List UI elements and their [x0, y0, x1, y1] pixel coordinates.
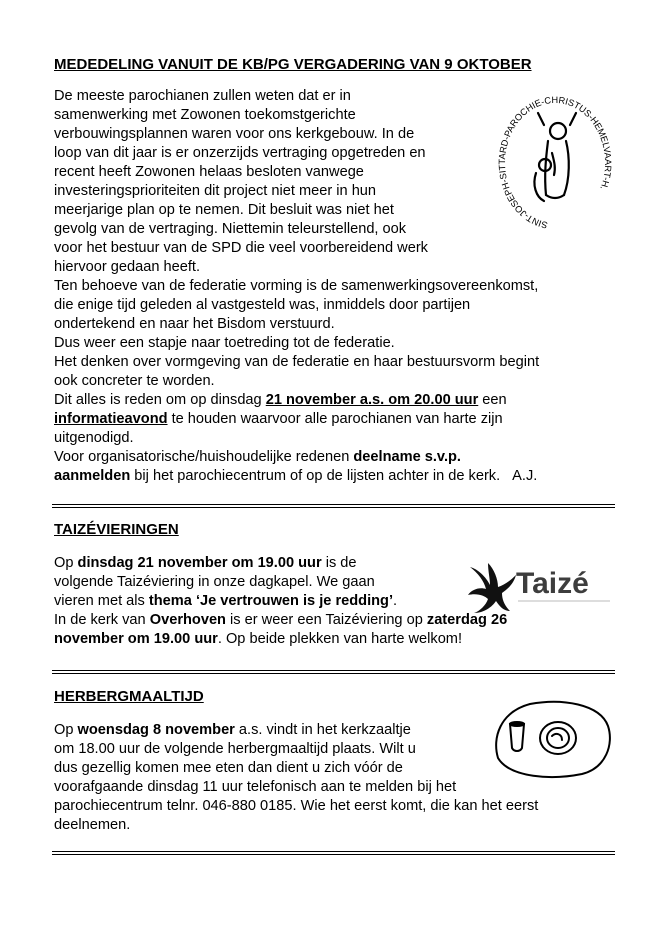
taize-dove-icon: [468, 563, 516, 613]
author-initials: A.J.: [512, 468, 538, 484]
svg-text:Taizé: Taizé: [516, 567, 589, 600]
paragraph-line: dus gezellig komen mee eten dan dient u zich vóór de: [54, 760, 403, 776]
paragraph-line: verbouwingsplannen waren voor ons kerkgebouw. In de: [54, 126, 415, 142]
meal-plate-icon: [490, 698, 614, 780]
paragraph-line: deelnemen.: [54, 817, 131, 833]
meeting-line-2: informatieavond te houden waarvoor alle parochianen van harte zijn: [54, 411, 503, 427]
paragraph-line: samenwerking met Zowonen toekomstgerichte: [54, 107, 356, 123]
paragraph-line: gevolg van de vertraging. Niettemin teleurstellend, ook: [54, 221, 407, 237]
register-line-1: Voor organisatorische/huishoudelijke redenen deelname s.v.p.: [54, 449, 461, 465]
paragraph-line: voor het bestuur van de SPD die veel voorbereidend werk: [54, 240, 428, 256]
section-body-herberg: [54, 721, 538, 835]
register-line-2: aanmelden bij het parochiecentrum of op de lijsten achter in de kerk. A.J.: [54, 468, 538, 484]
paragraph-line: ondertekend en naar het Bisdom verstuurd.: [54, 316, 335, 332]
paragraph-line: meerjarige plan op te nemen. Dit besluit was niet het: [54, 202, 394, 218]
paragraph-line: Ten behoeve van de federatie vorming is de samenwerkingsovereenkomst,: [54, 278, 539, 294]
section-divider: [52, 504, 615, 508]
section-divider: [52, 851, 615, 855]
taize-line-4: In de kerk van Overhoven is er weer een Taizéviering op zaterdag 26: [54, 612, 508, 628]
paragraph-line: loop van dit jaar is er onzerzijds vertraging opgetreden en: [54, 145, 426, 161]
herberg-line-1: Op woensdag 8 november a.s. vindt in het kerkzaaltje: [54, 722, 411, 738]
taize-line-1: Op dinsdag 21 november om 19.00 uur is de: [54, 555, 357, 571]
parish-seal-logo: [496, 95, 614, 235]
section-body-kb-pg: [54, 87, 539, 486]
taize-line-2: volgende Taizéviering in onze dagkapel. We gaan: [54, 574, 375, 590]
paragraph-line: recent heeft Zowonen helaas besloten vanwege: [54, 164, 364, 180]
paragraph-line: parochiecentrum telnr. 046-880 0185. Wie het eerst komt, die kan het eerst: [54, 798, 539, 814]
cup-icon: [510, 724, 524, 751]
section-heading-herberg: HERBERGMAALTIJD: [54, 688, 204, 705]
taize-line-3: vieren met als thema ‘Je vertrouwen is je redding’.: [54, 593, 398, 609]
plate-icon: [540, 722, 576, 754]
section-heading-kb-pg: MEDEDELING VANUIT DE KB/PG VERGADERING VAN 9 OKTOBER: [54, 56, 532, 73]
paragraph-line: ook concreter te worden.: [54, 373, 215, 389]
paragraph-line: die enige tijd geleden al vastgesteld was, inmiddels door partijen: [54, 297, 471, 313]
paragraph-line: voorafgaande dinsdag 11 uur telefonisch aan te melden bij het: [54, 779, 457, 795]
meeting-line-1: Dit alles is reden om op dinsdag 21 november a.s. om 20.00 uur een: [54, 392, 507, 408]
paragraph-line: De meeste parochianen zullen weten dat er in: [54, 88, 351, 104]
svg-text:SINT-JOSEPH-SITTARD-PAROCHIE-C: SINT-JOSEPH-SITTARD-PAROCHIE-CHRISTUS-HEMELVAART-H.: [497, 95, 614, 231]
section-divider: [52, 670, 615, 674]
taize-logo: [464, 559, 614, 615]
meeting-line-3: uitgenodigd.: [54, 430, 134, 446]
paragraph-line: investeringsprioriteiten dit project niet meer in hun: [54, 183, 377, 199]
paragraph-line: Het denken over vormgeving van de federatie en haar bestuursvorm begint: [54, 354, 540, 370]
paragraph-line: om 18.00 uur de volgende herbergmaaltijd plaats. Wilt u: [54, 741, 416, 757]
paragraph-line: hiervoor gedaan heeft.: [54, 259, 201, 275]
taize-line-5: november om 19.00 uur. Op beide plekken van harte welkom!: [54, 631, 463, 647]
meeting-date: 21 november a.s. om 20.00 uur: [265, 392, 479, 408]
paragraph-line: Dus weer een stapje naar toetreding tot de federatie.: [54, 335, 395, 351]
section-body-taize: [54, 554, 507, 649]
event-name: informatieavond: [54, 411, 168, 427]
section-heading-taize: TAIZÉVIERINGEN: [54, 521, 179, 538]
